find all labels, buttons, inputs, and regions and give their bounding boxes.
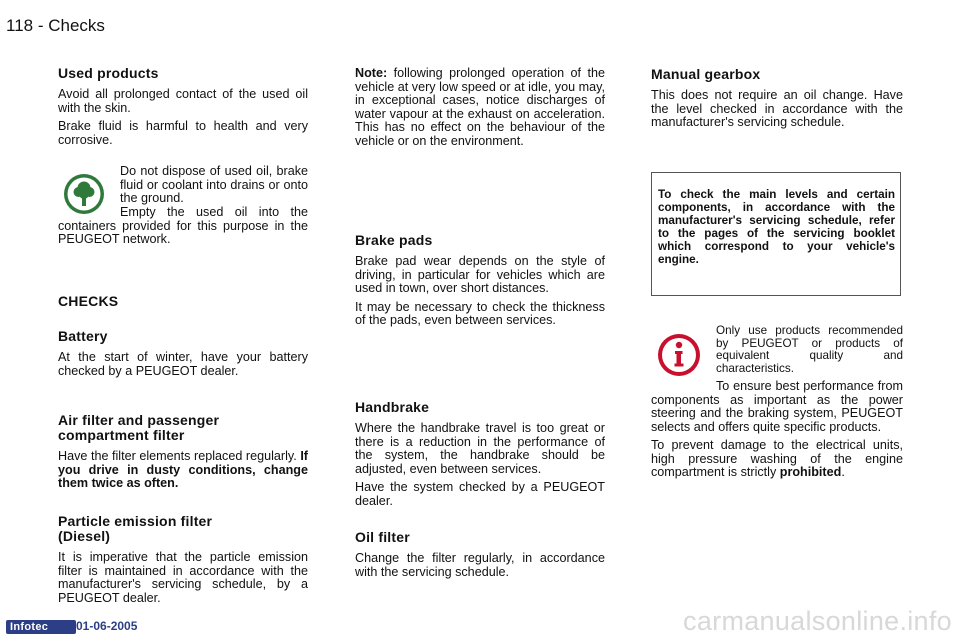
air-filter-block [58,413,308,496]
section-title-used-products: Used products [58,65,159,81]
servicing-notice-text: To check the main levels and certain components, in accordance with the manufacturer's servicing schedule, refer to the pages of the servicing booklet which correspond to your vehicle's engine. [658,188,895,266]
section-title-brake-pads: Brake pads [355,232,433,248]
brake-pads-block [355,233,605,333]
handbrake-p2: Have the system checked by a PEUGEOT dealer. [355,480,605,508]
used-products-p1: Avoid all prolonged contact of the used oil with the skin. [58,87,308,115]
battery-text: At the start of winter, have your battery checked by a PEUGEOT dealer. [58,350,308,378]
used-oil-text2: Empty the used oil into the containers provided for this purpose in the PEUGEOT network. [58,205,308,246]
air-filter-text-bold: If you drive in dusty conditions, change them twice as often. [58,449,309,490]
info-p3-paragraph [651,439,903,480]
info-p3-end: . [841,465,845,479]
note-paragraph [355,67,605,148]
checks-title: CHECKS [58,293,119,309]
footer-date: 01-06-2005 [76,619,138,633]
info-p2: To ensure best performance from components as important as the power steering and the braking system, PEUGEOT selects and offers quite specific products. [651,379,903,434]
used-oil-text1: Do not dispose of used oil, brake fluid or coolant into drains or onto the ground. [120,164,308,205]
handbrake-block [355,400,605,513]
column-right [651,67,903,135]
handbrake-p1: Where the handbrake travel is too great or there is a reduction in the performance of the system, the handbrake should be adjusted, even between services. [355,421,605,476]
page-header: 118 - Checks [6,16,105,35]
section-title-handbrake: Handbrake [355,399,430,415]
checks-block [58,294,308,383]
watermark: carmanualsonline.info [683,606,952,636]
particle-filter-block [58,514,308,610]
column-left [58,66,308,152]
oil-filter-block [355,530,605,584]
info-notice-rest [651,380,903,485]
section-title-manual-gearbox: Manual gearbox [651,66,761,82]
section-title-battery: Battery [58,328,108,344]
note-label: Note: [355,66,388,80]
info-icon [656,332,702,378]
section-title-oil-filter: Oil filter [355,529,410,545]
info-p3-bold: prohibited [779,465,842,479]
note-text: following prolonged operation of the vehicle at very low speed or at idle, you may, in exceptional cases, notice discharges of water vapour at the exhaust on acceleration. This has no effect on the behaviour of the vehicle or on the environment. [355,66,605,148]
info-p1: Only use products recommended by PEUGEOT or products of equivalent quality and characteristics. [716,324,903,375]
section-title-air-filter: Air filter and passenger compartment filter [58,412,220,443]
info-p3: To prevent damage to the electrical units, high pressure washing of the engine compartment is strictly [651,438,903,479]
brake-pads-p1: Brake pad wear depends on the style of driving, in particular for vehicles which are used in town, over short distances. [355,254,605,295]
air-filter-text-plain: Have the filter elements replaced regularly. [58,449,297,463]
particle-filter-text: It is imperative that the particle emission filter is maintained in accordance with the manufacturer's servicing schedule, by a PEUGEOT dealer. [58,550,308,605]
used-oil-notice-2 [58,206,308,252]
used-products-p2: Brake fluid is harmful to health and very corrosive. [58,119,308,147]
column-middle [355,67,605,153]
infotec-badge: Infotec [6,620,76,634]
section-title-particle-filter: Particle emission filter (Diesel) [58,513,213,544]
used-oil-notice [120,165,308,210]
servicing-notice-box [651,172,901,296]
gearbox-text: This does not require an oil change. Have the level checked in accordance with the manufacturer's servicing schedule. [651,88,903,129]
air-filter-text [58,450,308,491]
oil-filter-text: Change the filter regularly, in accordance with the servicing schedule. [355,551,605,579]
info-notice-p1 [716,325,903,379]
brake-pads-p2: It may be necessary to check the thickness of the pads, even between services. [355,299,605,327]
